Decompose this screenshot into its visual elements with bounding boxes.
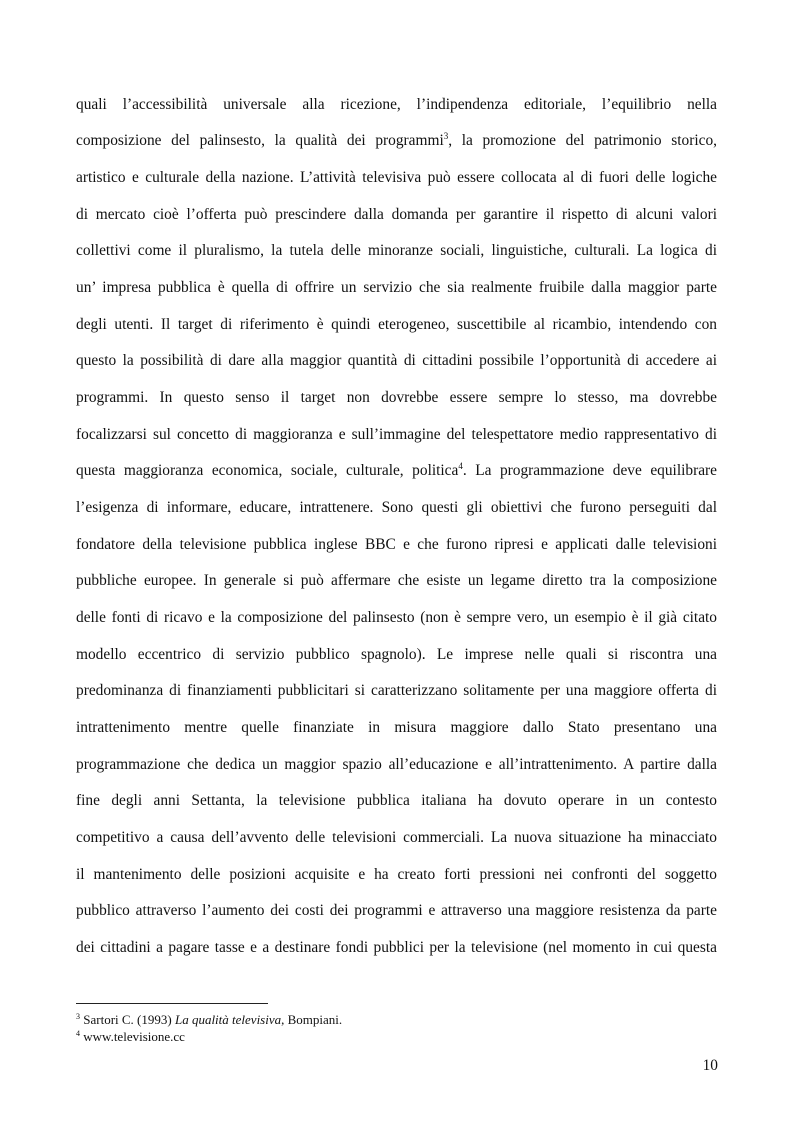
footnote-divider — [76, 1003, 268, 1004]
body-line: di mercato cioè l’offerta può prescindere dalla domanda per garantire il rispetto di alcuni valori — [76, 206, 717, 223]
footnote-ref: 4 — [458, 461, 463, 471]
footnote-number: 4 — [76, 1029, 80, 1038]
body-line: pubblico attraverso l’aumento dei costi dei programmi e attraverso una maggiore resistenza da parte — [76, 902, 717, 919]
body-line: pubbliche europee. In generale si può affermare che esiste un legame diretto tra la composizione — [76, 572, 717, 589]
body-line: programmazione che dedica un maggior spazio all’educazione e all’intrattenimento. A partire dalla — [76, 756, 717, 773]
body-line: questo la possibilità di dare alla maggior quantità di cittadini possibile l’opportunità di accedere ai — [76, 352, 717, 369]
body-line: artistico e culturale della nazione. L’attività televisiva può essere collocata al di fuori delle logiche — [76, 169, 717, 186]
page-number: 10 — [702, 1057, 718, 1074]
body-line: degli utenti. Il target di riferimento è quindi eterogeneo, suscettibile al ricambio, intendendo con — [76, 316, 717, 333]
body-line: delle fonti di ricavo e la composizione del palinsesto (non è sempre vero, un esempio è il già citato — [76, 609, 717, 626]
footnote: $^4$ www.televisione.cc — [76, 1029, 185, 1044]
body-line: l’esigenza di informare, educare, intrattenere. Sono questi gli obiettivi che furono perseguiti dal — [76, 499, 717, 516]
footnote-number: 3 — [76, 1012, 80, 1021]
footnote: $^3$ Sartori C. (1993) La qualità televisiva, Bompiani. — [76, 1012, 343, 1027]
body-line: modello eccentrico di servizio pubblico spagnolo). Le imprese nelle quali si riscontra una — [76, 646, 717, 663]
body-line: intrattenimento mentre quelle finanziate in misura maggiore dallo Stato presentano una — [76, 719, 717, 736]
body-line: competitivo a causa dell’avvento delle televisioni commerciali. La nuova situazione ha minacciato — [76, 829, 717, 846]
body-line: un’ impresa pubblica è quella di offrire un servizio che sia realmente fruibile dalla maggior parte — [76, 279, 717, 296]
body-line: collettivi come il pluralismo, la tutela delle minoranze sociali, linguistiche, culturali. La logica di — [76, 242, 717, 259]
body-line: fondatore della televisione pubblica inglese BBC e che furono ripresi e applicati dalle televisioni — [76, 536, 717, 553]
body-line: focalizzarsi sul concetto di maggioranza e sull’immagine del telespettatore medio rappresentativo di — [76, 426, 717, 443]
body-line: fine degli anni Settanta, la televisione pubblica italiana ha dovuto operare in un contesto — [76, 792, 717, 809]
body-line: composizione del palinsesto, la qualità dei programmi$^3$, la promozione del patrimonio storico, — [76, 131, 717, 149]
body-line: predominanza di finanziamenti pubblicitari si caratterizzano solitamente per una maggiore offerta di — [76, 682, 717, 699]
footnote-title: La qualità televisiva — [174, 1012, 282, 1027]
body-line: programmi. In questo senso il target non dovrebbe essere sempre lo stesso, ma dovrebbe — [76, 389, 717, 406]
body-line: questa maggioranza economica, sociale, culturale, politica$^4$. La programmazione deve equilibrare — [76, 461, 717, 479]
body-line: dei cittadini a pagare tasse e a destinare fondi pubblici per la televisione (nel momento in cui questa — [76, 939, 717, 956]
footnote-ref: 3 — [443, 131, 449, 141]
body-line: il mantenimento delle posizioni acquisite e ha creato forti pressioni nei confronti del soggetto — [76, 866, 717, 883]
body-line: quali l’accessibilità universale alla ricezione, l’indipendenza editoriale, l’equilibrio nella — [76, 96, 717, 113]
